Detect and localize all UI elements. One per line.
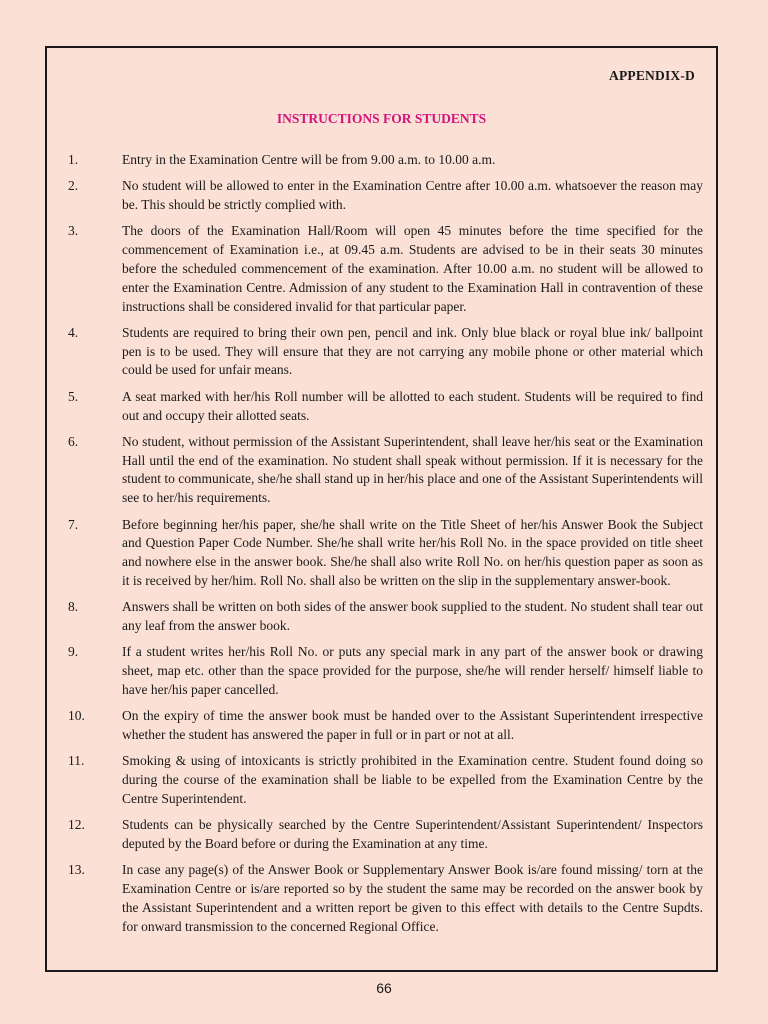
instruction-number: 2. — [68, 178, 79, 194]
instruction-text: Answers shall be written on both sides of the answer book supplied to the student. No student shall tear out any leaf from the answer book. — [122, 599, 703, 634]
instruction-text: If a student writes her/his Roll No. or puts any special mark in any part of the answer book or drawing sheet, map etc. other than the space provided for the purpose, she/he will render herself/ himself liable to have her/his paper cancelled. — [122, 644, 703, 697]
instruction-number: 1. — [68, 152, 79, 167]
instruction-number: 5. — [68, 388, 79, 404]
instruction-text: A seat marked with her/his Roll number will be allotted to each student. Students will be required to find out and occupy their allotted seats. — [122, 388, 703, 423]
instruction-item — [47, 388, 716, 426]
instruction-text: In case any page(s) of the Answer Book or Supplementary Answer Book is/are found missing/ torn at the Examination Centre or is/are reported so by the student the same may be recorded on the answer book by the Assistant Superintendent and a written report be given to this effect with details to the Centre Supdts. for onward transmission to the concerned Regional Office. — [122, 862, 703, 934]
instruction-text: Students can be physically searched by the Centre Superintendent/Assistant Superintendent/ Inspectors deputed by the Board before or during the Examination at any time. — [122, 817, 703, 851]
instruction-item — [47, 816, 716, 854]
instruction-text: The doors of the Examination Hall/Room will open 45 minutes before the time specified for the commencement of Examination i.e., at 09.45 a.m. Students are advised to be in their seats 30 minutes before the scheduled commencement of the examination. After 10.00 a.m. no student will be allowed to enter the Examination Centre. Admission of any student to the Examination Hall in contravention of these instructions shall be considered invalid for that particular paper. — [122, 223, 703, 314]
instruction-number: 11. — [68, 753, 85, 769]
page-title: INSTRUCTIONS FOR STUDENTS — [276, 111, 487, 126]
instruction-text: Students are required to bring their own pen, pencil and ink. Only blue black or royal blue ink/ ballpoint pen is to be used. They will ensure that they are not carrying any mobile phone or other material which could be used for unfair means. — [122, 324, 703, 378]
instruction-number: 9. — [68, 644, 79, 660]
instruction-item — [47, 151, 716, 170]
instruction-text: Smoking & using of intoxicants is strictly prohibited in the Examination centre. Student found doing so during the course of the examination shall be liable to be expelled from the Examination Centre by the Centre Superintendent. — [122, 753, 703, 806]
instruction-number: 4. — [68, 324, 79, 340]
instruction-item — [47, 433, 716, 508]
instruction-number: 12. — [68, 817, 85, 833]
instruction-item — [47, 177, 716, 215]
instruction-number: 13. — [68, 862, 85, 878]
page-number: 66 — [376, 980, 392, 996]
appendix-label: APPENDIX-D — [609, 68, 695, 83]
instruction-number: 10. — [68, 708, 85, 724]
instruction-item — [47, 324, 716, 380]
instruction-item — [47, 861, 716, 936]
instruction-item — [47, 643, 716, 699]
instruction-item — [47, 752, 716, 808]
instruction-text: No student will be allowed to enter in the Examination Centre after 10.00 a.m. whatsoever the reason may be. This should be strictly complied with. — [122, 178, 703, 213]
instruction-item — [47, 598, 716, 636]
instruction-number: 6. — [68, 433, 79, 449]
instruction-item — [47, 222, 716, 316]
instruction-number: 7. — [68, 516, 79, 532]
instruction-item — [47, 516, 716, 591]
instruction-number: 8. — [68, 599, 79, 615]
page-border — [45, 46, 718, 972]
instruction-text: Entry in the Examination Centre will be from 9.00 a.m. to 10.00 a.m. — [122, 152, 496, 167]
instruction-text: On the expiry of time the answer book must be handed over to the Assistant Superintendent irrespective whether the student has answered the paper in full or in part or not at all. — [122, 708, 703, 743]
instruction-text: Before beginning her/his paper, she/he shall write on the Title Sheet of her/his Answer Book the Subject and Question Paper Code Number. She/he shall write her/his Roll No. in the space provided on title sheet and nowhere else in the answer book. She/he shall also write Roll No. on her/his question paper as soon as it is received by her/him. Roll No. shall also be written on the slip in the supplementary answer-book. — [122, 516, 703, 588]
instruction-list — [47, 151, 716, 944]
instruction-number: 3. — [68, 223, 79, 239]
instruction-text: No student, without permission of the Assistant Superintendent, shall leave her/his seat or the Examination Hall until the end of the examination. No student shall speak without permission. If it is necessary for the student to communicate, she/he shall stand up in her/his place and one of the Assistant Superintendents will see to her/his requirements. — [122, 433, 703, 506]
instruction-item — [47, 707, 716, 745]
